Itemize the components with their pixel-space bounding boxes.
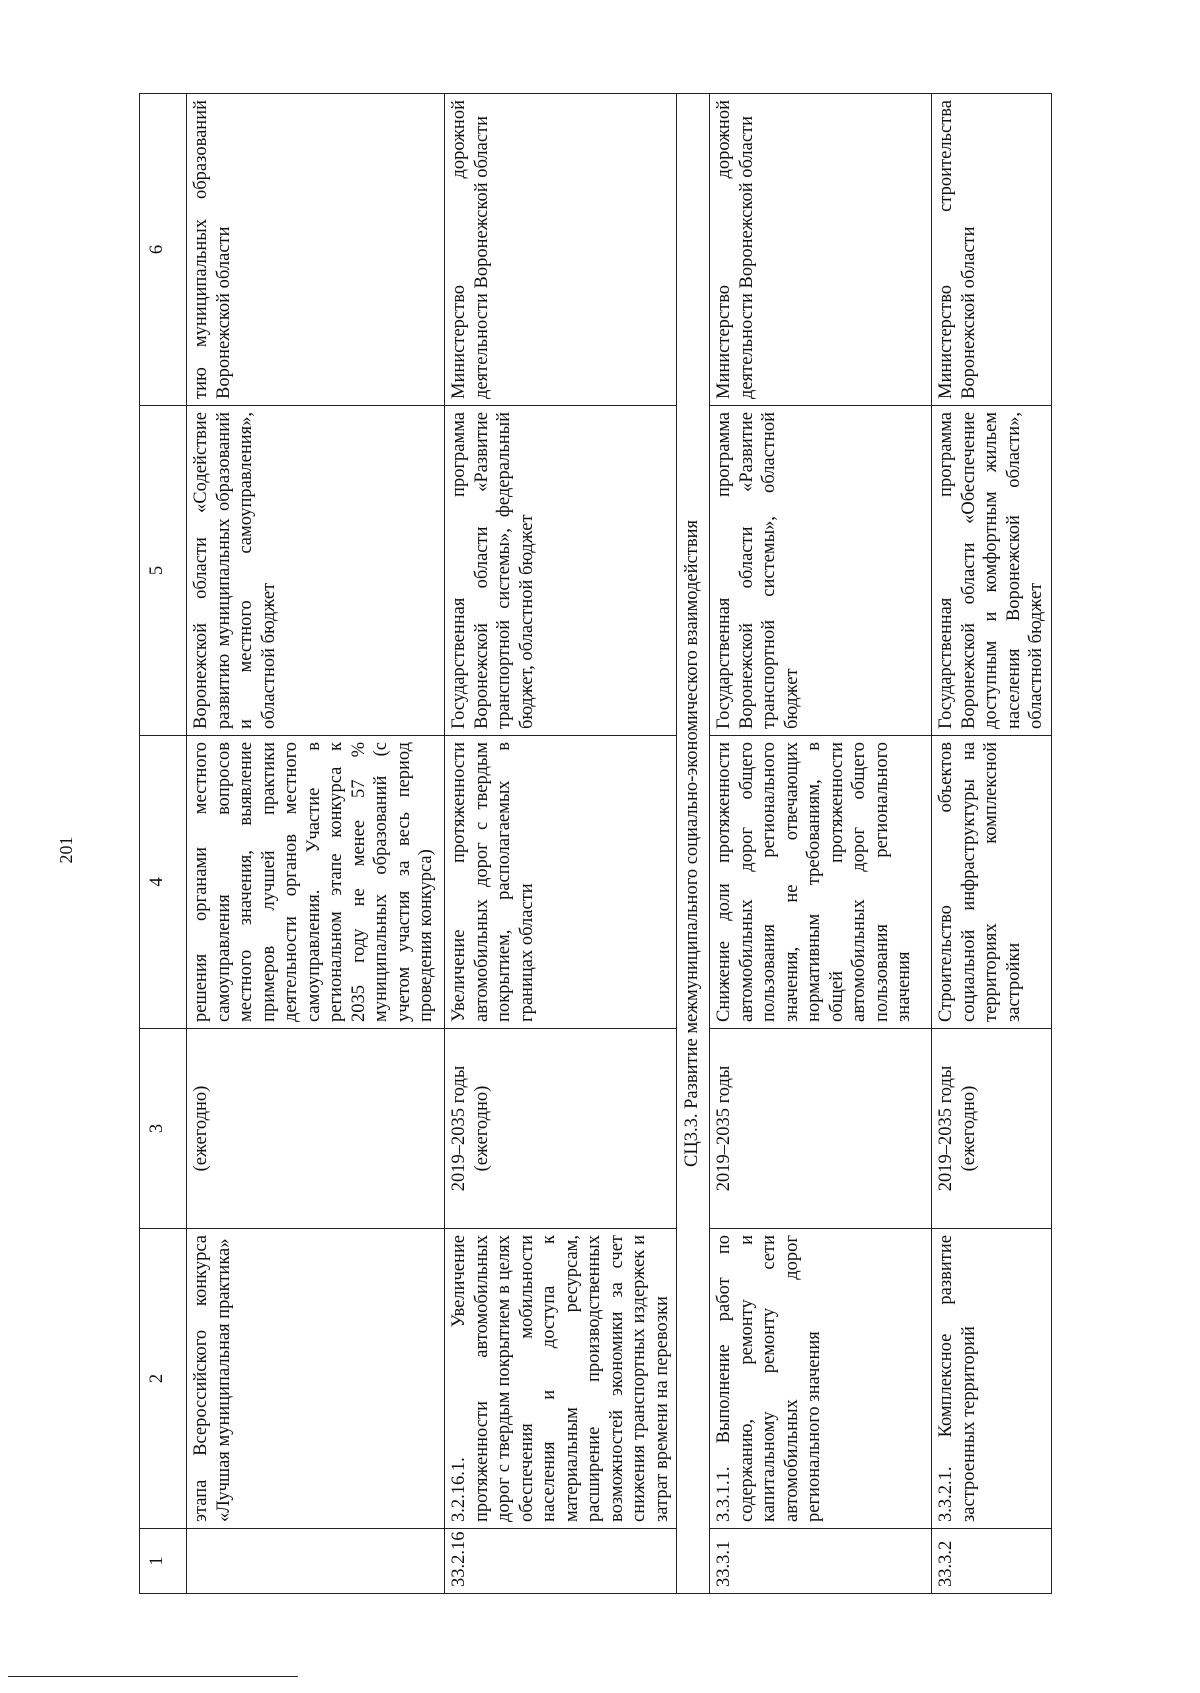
- column-number: 6: [140, 94, 187, 406]
- column-number: 1: [140, 1529, 187, 1594]
- period-cell: 2019–2035 годы (ежегодно): [932, 1029, 1052, 1229]
- row-code: 33.2.16: [445, 1529, 677, 1594]
- executor-cell: тию муниципальных образований Воронежской области: [187, 94, 445, 406]
- column-number: 3: [140, 1029, 187, 1229]
- measure-cell: 3.3.2.1. Комплексное развитие застроенных территорий: [932, 1229, 1052, 1529]
- executor-cell: Министерство дорожной деятельности Воронежской области: [710, 94, 932, 406]
- result-cell: Строительство объектов социальной инфраструктуры на территориях комплексной застройки: [932, 736, 1052, 1029]
- rotated-table-container: [139, 94, 1089, 1594]
- result-cell: Снижение доли протяженности автомобильных дорог общего пользования регионального значения, не отвечающих нормативным требованиям, в общей протяженности автомобильных дорог общего пользования регионального значения: [710, 736, 932, 1029]
- section-row: [677, 94, 710, 1594]
- funding-source-cell: Государственная программа Воронежской области «Развитие транспортной системы», областной бюджет: [710, 406, 932, 736]
- row-code: [187, 1529, 445, 1594]
- funding-source-cell: Государственная программа Воронежской области «Обеспечение доступным и комфортным жильем населения Воронежской области», областной бюджет: [932, 406, 1052, 736]
- period-cell: 2019–2035 годы (ежегодно): [445, 1029, 677, 1229]
- section-title: СЦ3.3. Развитие межмуниципального социально-экономического взаимодействия: [677, 94, 710, 1594]
- table-row: [187, 94, 445, 1594]
- column-number: 5: [140, 406, 187, 736]
- row-code: 33.3.1: [710, 1529, 932, 1594]
- column-number: 4: [140, 736, 187, 1029]
- column-number: 2: [140, 1229, 187, 1529]
- page-number: 201: [56, 836, 76, 864]
- measure-cell: 3.2.16.1. Увеличение протяженности автомобильных дорог с твердым покрытием в целях обеспечения мобильности населения и доступа к материальным ресурсам, расширение производственных возможностей экономики за счет снижения транспортных издержек и затрат времени на перевозки: [445, 1229, 677, 1529]
- result-cell: решения органами местного самоуправления вопросов местного значения, выявление примеров лучшей практики деятельности органов местного самоуправления. Участие в региональном этапе конкурса к 2035 году не менее 57 % муниципальных образований (с учетом участия за весь период проведения конкурса): [187, 736, 445, 1029]
- executor-cell: Министерство дорожной деятельности Воронежской области: [445, 94, 677, 406]
- table-row: [445, 94, 677, 1594]
- funding-source-cell: Воронежской области «Содействие развитию муниципальных образований и местного самоуправления», областной бюджет: [187, 406, 445, 736]
- table-row: [710, 94, 932, 1594]
- footnote-divider: [8, 1676, 298, 1677]
- result-cell: Увеличение протяженности автомобильных дорог с твердым покрытием, располагаемых в границах области: [445, 736, 677, 1029]
- measures-table: [139, 93, 1052, 1594]
- measure-cell: 3.3.1.1. Выполнение работ по содержанию, ремонту и капитальному ремонту сети автомобильных дорог регионального значения: [710, 1229, 932, 1529]
- period-cell: 2019–2035 годы: [710, 1029, 932, 1229]
- column-number-row: [140, 94, 187, 1594]
- executor-cell: Министерство строительства Воронежской области: [932, 94, 1052, 406]
- table-row: [932, 94, 1052, 1594]
- funding-source-cell: Государственная программа Воронежской области «Развитие транспортной системы», федеральный бюджет, областной бюджет: [445, 406, 677, 736]
- row-code: 33.3.2: [932, 1529, 1052, 1594]
- period-cell: (ежегодно): [187, 1029, 445, 1229]
- measure-cell: этапа Всероссийского конкурса «Лучшая муниципальная практика»: [187, 1229, 445, 1529]
